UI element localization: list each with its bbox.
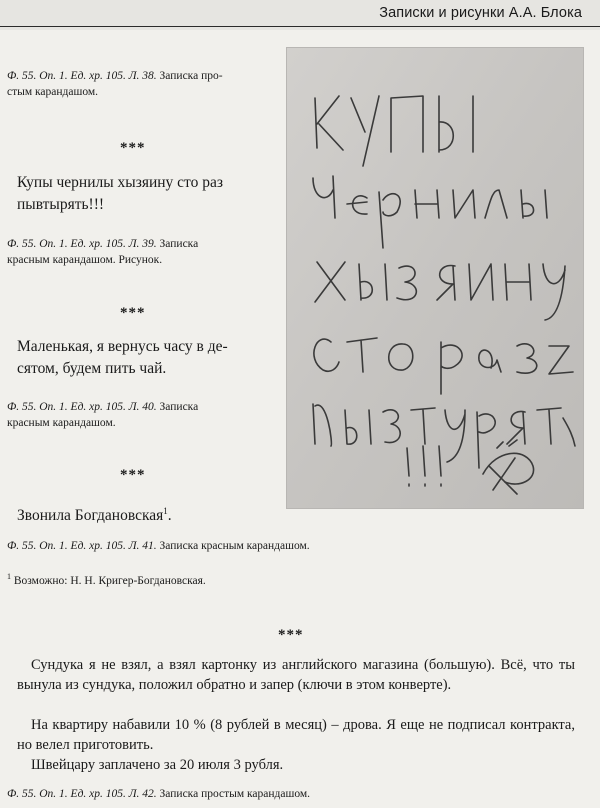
section-separator: *** (120, 140, 146, 156)
note-text-1 (17, 172, 282, 216)
section-separator: *** (120, 305, 146, 321)
footnote-marker: 1 (163, 506, 168, 516)
handwritten-note-photo (286, 47, 584, 509)
reference-text: Записка простым карандашом. (156, 788, 311, 800)
reference-text: Записка (156, 401, 199, 413)
note-line: . (167, 507, 172, 525)
footnote (7, 572, 427, 587)
note-line: пывтырять!!! (17, 196, 105, 213)
letter-paragraph-1: Сундука я не взял, а взял картонку из английского магазина (большую). Всё, что ты вынула из сундука, положил обратно и запер (ключи в этом конверте). (17, 657, 575, 693)
note-line: Звонила Богдановская (17, 507, 164, 525)
header-title: Записки и рисунки А.А. Блока (379, 5, 582, 21)
section-separator: *** (120, 467, 146, 483)
reference-italic: Ф. 55. Оп. 1. Ед. хр. 105. Л. 42. (7, 788, 157, 800)
letter-paragraph-2: На квартиру набавили 10 % (8 рублей в месяц) – дрова. Я еще не подписал контракта, но велел приготовить. (17, 717, 575, 753)
note-line: Купы чернилы хызяину сто раз (17, 174, 224, 191)
reference-text: Записка красным карандашом. (156, 540, 310, 552)
note-text-3 (17, 500, 282, 527)
archive-reference-2 (7, 236, 282, 268)
reference-text: красным карандашом. (7, 417, 116, 429)
reference-italic: Ф. 55. Оп. 1. Ед. хр. 105. Л. 41. (7, 540, 157, 552)
footnote-mark: 1 (7, 572, 11, 581)
reference-text: Записка (156, 238, 199, 250)
letter-paragraph-3: Швейцару заплачено за 20 июля 3 рубля. (31, 757, 284, 773)
archive-reference-1 (7, 68, 282, 100)
header-rule (0, 26, 600, 27)
note-text-2 (17, 336, 282, 380)
archive-reference-3 (7, 399, 282, 431)
footnote-text: Возможно: Н. Н. Кригер-Богдановская. (11, 574, 206, 587)
reference-text: красным карандашом. Рисунок. (7, 254, 163, 266)
section-separator: *** (278, 627, 304, 643)
handwriting-image (287, 48, 583, 508)
reference-text: Записка про- (156, 70, 223, 82)
reference-italic: Ф. 55. Оп. 1. Ед. хр. 105. Л. 38. (7, 70, 157, 82)
running-header (0, 0, 600, 30)
reference-text: стым карандашом. (7, 86, 99, 98)
archive-reference-4 (7, 538, 427, 554)
archive-reference-5 (7, 786, 427, 802)
reference-italic: Ф. 55. Оп. 1. Ед. хр. 105. Л. 39. (7, 238, 157, 250)
note-line: сятом, будем пить чай. (17, 360, 167, 377)
reference-italic: Ф. 55. Оп. 1. Ед. хр. 105. Л. 40. (7, 401, 157, 413)
note-line: Маленькая, я вернусь часу в де- (17, 338, 228, 355)
